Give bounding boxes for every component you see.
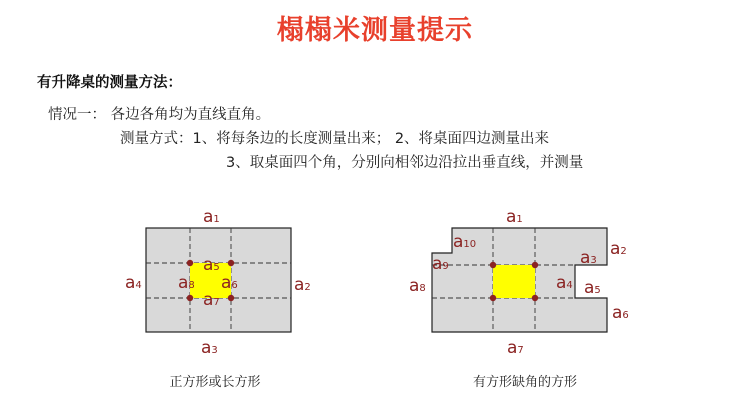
label-a6: a6 xyxy=(221,273,238,293)
label-a2: a2 xyxy=(294,275,311,295)
label-a1: a1 xyxy=(506,207,523,227)
corner-point xyxy=(228,260,234,266)
label-a7: a7 xyxy=(507,338,524,358)
label-a8: a8 xyxy=(409,276,426,296)
desk-top xyxy=(493,265,535,298)
label-a2: a2 xyxy=(610,239,627,259)
label-a5: a5 xyxy=(203,255,220,275)
corner-point xyxy=(187,295,193,301)
label-a3: a3 xyxy=(201,338,218,358)
label-a3: a3 xyxy=(580,248,597,268)
label-a1: a1 xyxy=(203,207,220,227)
label-a4: a4 xyxy=(125,273,142,293)
label-a9: a9 xyxy=(432,254,449,274)
corner-point xyxy=(187,260,193,266)
corner-point xyxy=(532,262,538,268)
label-a7: a7 xyxy=(203,290,220,310)
corner-point xyxy=(490,295,496,301)
instruction-line-1: 情况一： 各边各角均为直线直角。 xyxy=(48,107,271,123)
rectangle-diagram xyxy=(125,207,311,358)
caption-notched-rectangle: 有方形缺角的方形 xyxy=(472,375,577,390)
label-a5: a5 xyxy=(584,278,601,298)
instruction-line-2: 测量方式：1、将每条边的长度测量出来； 2、将桌面四边测量出来 xyxy=(120,131,550,147)
notched-rectangle-diagram xyxy=(409,207,629,358)
corner-point xyxy=(490,262,496,268)
label-a6: a6 xyxy=(612,303,629,323)
corner-point xyxy=(532,295,538,301)
page-title: 榻榻米测量提示 xyxy=(277,15,473,46)
corner-point xyxy=(228,295,234,301)
section-heading: 有升降桌的测量方法： xyxy=(37,75,182,91)
label-a8: a8 xyxy=(178,273,195,293)
label-a10: a10 xyxy=(453,232,477,252)
instruction-line-3: 3、取桌面四个角，分别向相邻边沿拉出垂直线，并测量 xyxy=(226,155,584,171)
caption-rectangle: 正方形或长方形 xyxy=(169,375,261,390)
label-a4: a4 xyxy=(556,273,573,293)
